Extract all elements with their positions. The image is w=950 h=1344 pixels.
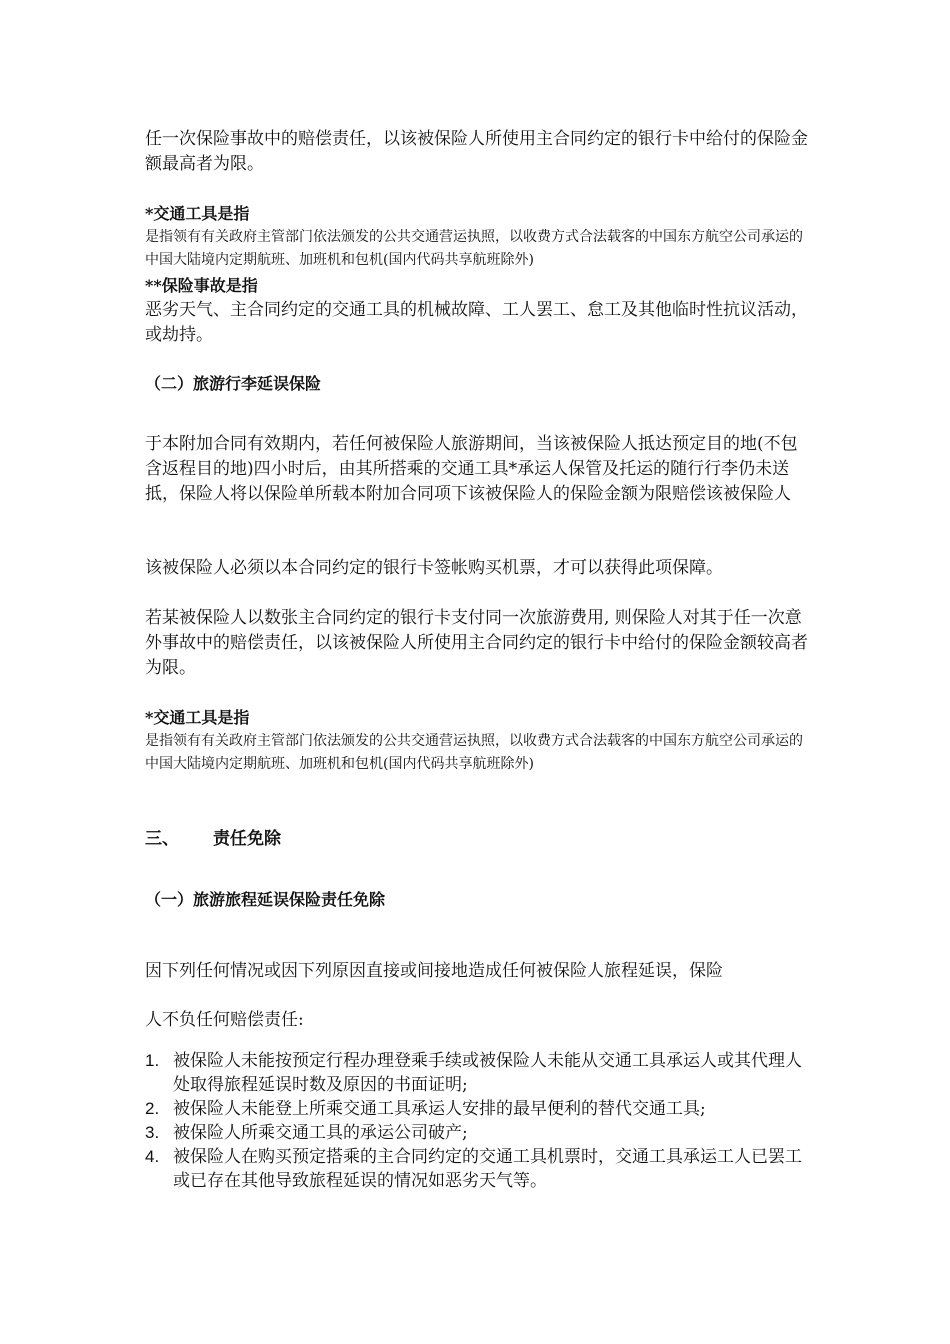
baggage-paragraph-2: 该被保险人必须以本合同约定的银行卡签帐购买机票，才可以获得此项保障。 bbox=[145, 558, 723, 578]
section-number: 三、 bbox=[145, 829, 179, 849]
section-three-heading bbox=[145, 827, 810, 851]
exclusion-list bbox=[145, 1049, 810, 1193]
definition-title-vehicle-2: *交通工具是指 bbox=[145, 708, 250, 727]
list-item bbox=[145, 1097, 810, 1121]
definition-body-incident: 恶劣天气、主合同约定的交通工具的机械故障、工人罢工、怠工及其他临时性抗议活动，或劫持。 bbox=[145, 300, 808, 345]
definition-body-vehicle-2: 是指领有有关政府主管部门依法颁发的公共交通营运执照，以收费方式合法载客的中国东方航空公司承运的中国大陆境内定期航班、加班机和包机(国内代码共享航班除外) bbox=[145, 733, 803, 772]
list-item-text: 被保险人所乘交通工具的承运公司破产; bbox=[173, 1123, 468, 1143]
intro-paragraph: 任一次保险事故中的赔偿责任，以该被保险人所使用主合同约定的银行卡中给付的保险金额最高者为限。 bbox=[145, 129, 808, 174]
exclusion-intro-line-1: 因下列任何情况或因下列原因直接或间接地造成任何被保险人旅程延误，保险 bbox=[145, 961, 723, 981]
baggage-paragraph-3: 若某被保险人以数张主合同约定的银行卡支付同一次旅游费用, 则保险人对其于任一次意外事故中的赔偿责任，以该被保险人所使用主合同约定的银行卡中给付的保险金额较高者为限。 bbox=[145, 608, 808, 678]
list-item-text: 被保险人在购买预定搭乘的主合同约定的交通工具机票时，交通工具承运工人已罢工或已存在其他导致旅程延误的情况如恶劣天气等。 bbox=[173, 1147, 802, 1191]
list-item bbox=[145, 1121, 810, 1145]
list-item-number: 4. bbox=[145, 1147, 160, 1166]
heading-baggage-delay: （二）旅游行李延误保险 bbox=[145, 374, 322, 393]
section-title: 责任免除 bbox=[213, 829, 281, 849]
definition-title-incident: **保险事故是指 bbox=[145, 276, 258, 295]
list-item-text: 被保险人未能登上所乘交通工具承运人安排的最早便利的替代交通工具; bbox=[173, 1099, 706, 1119]
heading-exclusion: （一）旅游旅程延误保险责任免除 bbox=[145, 890, 386, 909]
exclusion-intro-line-2: 人不负任何赔偿责任: bbox=[145, 1010, 304, 1030]
list-item bbox=[145, 1049, 810, 1097]
list-item-number: 2. bbox=[145, 1099, 160, 1118]
list-item-number: 1. bbox=[145, 1051, 160, 1070]
list-item bbox=[145, 1145, 810, 1193]
definition-title-vehicle: *交通工具是指 bbox=[145, 204, 250, 223]
definition-body-vehicle: 是指领有有关政府主管部门依法颁发的公共交通营运执照，以收费方式合法载客的中国东方航空公司承运的中国大陆境内定期航班、加班机和包机(国内代码共享航班除外) bbox=[145, 229, 803, 268]
list-item-text: 被保险人未能按预定行程办理登乘手续或被保险人未能从交通工具承运人或其代理人处取得旅程延误时数及原因的书面证明; bbox=[173, 1051, 802, 1095]
list-item-number: 3. bbox=[145, 1123, 160, 1142]
baggage-paragraph-1: 于本附加合同有效期内，若任何被保险人旅游期间，当该被保险人抵达预定目的地(不包含返程目的地)四小时后，由其所搭乘的交通工具*承运人保管及托运的随行行李仍未送抵，保险人将以保险单所载本附加合同项下该被保险人的保险金额为限赔偿该被保险人 bbox=[145, 434, 798, 504]
